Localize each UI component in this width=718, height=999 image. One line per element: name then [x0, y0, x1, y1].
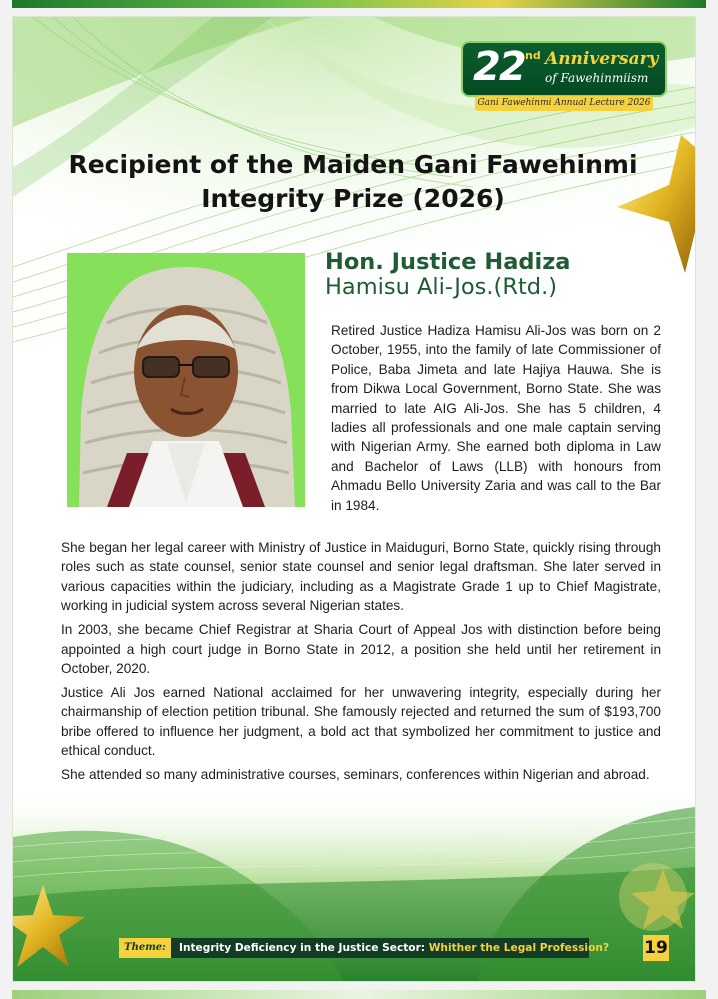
portrait-illustration	[67, 253, 305, 507]
bio-paragraph-courses: She attended so many administrative courses, seminars, conferences within Nigerian and abroad.	[61, 767, 650, 783]
theme-highlight-text: Whither the Legal Profession?	[428, 942, 610, 954]
page-title-line-2: Integrity Prize (2026)	[201, 184, 505, 213]
theme-main-text: Integrity Deficiency in the Justice Sector:	[179, 942, 429, 954]
page-title-line-1: Recipient of the Maiden Gani Fawehinmi	[68, 150, 638, 179]
bio-body	[61, 538, 661, 789]
anniversary-badge-box	[461, 41, 667, 97]
theme-footer-bar	[119, 938, 610, 958]
theme-label: Theme:	[119, 938, 171, 958]
anniversary-subtitle: of Fawehinmiism	[545, 71, 649, 85]
anniversary-suffix: nd	[525, 49, 541, 62]
honoree-name-line-2: Hamisu Ali-Jos.(Rtd.)	[325, 274, 557, 300]
page-number: 19	[643, 935, 669, 961]
next-page-edge	[12, 990, 706, 999]
bio-paragraph-career: She began her legal career with Ministry of Justice in Maiduguri, Borno State, quickly rising through roles such as state counsel, senior state counsel and senior legal draftsman. She later served in various capacities within the judiciary, including as a Magistrate Grade 1 up to Chief Magistrate, working in judicial system across several Nigerian states.	[61, 540, 661, 614]
anniversary-badge	[461, 41, 665, 113]
lecture-ribbon: Gani Fawehinmi Annual Lecture 2026	[475, 96, 653, 111]
anniversary-title: Anniversary	[545, 49, 659, 69]
previous-page-edge	[12, 0, 706, 8]
bio-paragraph-integrity: Justice Ali Jos earned National acclaimed for her unwavering integrity, especially during her chairmanship of election petition tribunal. She famously rejected and returned the sum of $193,700 bribe offered to influence her judgment, a bold act that symbolized her commitment to justice and ethical conduct.	[61, 685, 661, 759]
bio-intro-paragraph: Retired Justice Hadiza Hamisu Ali-Jos was born on 2 October, 1955, into the family of late Commissioner of Police, Baba Jimeta and late Hajiya Hauwa. She is from Dikwa Local Government, Borno State. She was married to late AIG Ali-Jos. She has 5 children, 4 ladies all professionals and one male captain serving with Nigerian Army. She earned both diploma in Law and Bachelor of Laws (LLB) with honours from Ahmadu Bello University Zaria and was call to the Bar in 1984.	[331, 323, 661, 513]
portrait-photo	[67, 253, 305, 507]
bio-paragraph-registrar: In 2003, she became Chief Registrar at Sharia Court of Appeal Jos with distinction before being appointed a high court judge in Borno State in 2012, a position she held until her retirement in October, 2020.	[61, 622, 661, 677]
page-title	[43, 148, 663, 216]
honoree-name-line-1: Hon. Justice Hadiza	[325, 249, 571, 275]
anniversary-number: 22	[473, 44, 525, 90]
theme-text	[179, 938, 609, 958]
magazine-page	[12, 16, 696, 982]
